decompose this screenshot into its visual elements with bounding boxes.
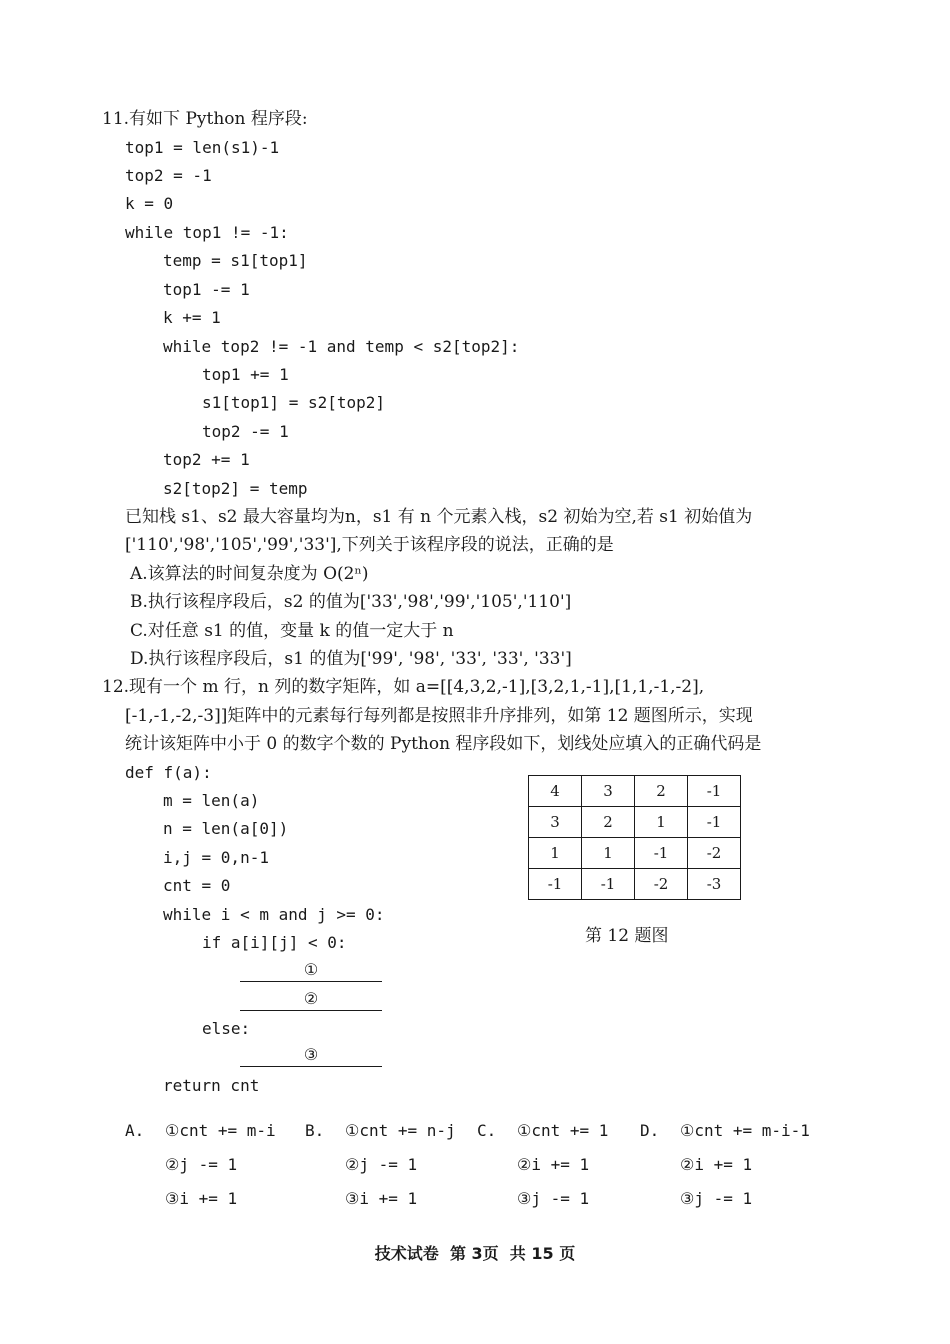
q11-option-c: C.对任意 s1 的值，变量 k 的值一定大于 n xyxy=(130,621,454,641)
code-line: top2 -= 1 xyxy=(202,422,289,441)
q12-option-a-line: ②j -= 1 xyxy=(165,1155,238,1174)
q12-option-c-letter: C. xyxy=(477,1121,497,1140)
q12-option-c-line: ③j -= 1 xyxy=(517,1189,590,1208)
code-line: while top1 != -1: xyxy=(125,223,289,242)
matrix-row xyxy=(529,838,741,869)
code-line: cnt = 0 xyxy=(163,876,231,895)
q11-description: ['110','98','105','99','33'],下列关于该程序段的说法，正确的是 xyxy=(125,535,614,555)
code-line: s2[top2] = temp xyxy=(163,479,308,498)
q11-stem: 11.有如下 Python 程序段: xyxy=(102,109,308,129)
matrix-cell: -1 xyxy=(582,869,635,900)
matrix-row xyxy=(529,869,741,900)
q12-stem: 统计该矩阵中小于 0 的数字个数的 Python 程序段如下，划线处应填入的正确代码是 xyxy=(125,734,762,754)
matrix-cell: 1 xyxy=(582,838,635,869)
matrix-cell: 3 xyxy=(582,776,635,807)
code-line: top1 += 1 xyxy=(202,365,289,384)
q11-option-b: B.执行该程序段后，s2 的值为['33','98','99','105','110'] xyxy=(130,592,572,612)
matrix-cell: 4 xyxy=(529,776,582,807)
q12-option-d-letter: D. xyxy=(640,1121,660,1140)
code-line: temp = s1[top1] xyxy=(163,251,308,270)
matrix-row xyxy=(529,776,741,807)
matrix-cell: -1 xyxy=(635,838,688,869)
q11-option-d: D.执行该程序段后，s1 的值为['99', '98', '33', '33', '33'] xyxy=(130,649,572,669)
code-line: k += 1 xyxy=(163,308,221,327)
q12-option-c-line: ①cnt += 1 xyxy=(517,1121,609,1140)
code-line: top2 = -1 xyxy=(125,166,212,185)
matrix-cell: -3 xyxy=(688,869,741,900)
matrix-cell: 1 xyxy=(635,807,688,838)
matrix-cell: -1 xyxy=(529,869,582,900)
matrix-cell: 3 xyxy=(529,807,582,838)
code-line: n = len(a[0]) xyxy=(163,819,289,838)
code-line: else: xyxy=(202,1019,251,1038)
q12-option-c-line: ②i += 1 xyxy=(517,1155,590,1174)
matrix-cell: -1 xyxy=(688,776,741,807)
q12-stem: 12.现有一个 m 行，n 列的数字矩阵，如 a=[[4,3,2,-1],[3,2,1,-1],[1,1,-1,-2], xyxy=(102,677,705,697)
code-line: while i < m and j >= 0: xyxy=(163,905,385,924)
figure-caption: 第 12 题图 xyxy=(585,926,669,946)
blank-2: ② xyxy=(240,988,382,1011)
matrix-row xyxy=(529,807,741,838)
q12-option-d-line: ①cnt += m-i-1 xyxy=(680,1121,810,1140)
code-line: s1[top1] = s2[top2] xyxy=(202,393,386,412)
q12-option-d-line: ③j -= 1 xyxy=(680,1189,753,1208)
code-line: top1 -= 1 xyxy=(163,280,250,299)
code-line: top2 += 1 xyxy=(163,450,250,469)
q12-option-b-letter: B. xyxy=(305,1121,325,1140)
q12-option-b-line: ②j -= 1 xyxy=(345,1155,418,1174)
blank-1: ① xyxy=(240,959,382,982)
q12-option-b-line: ③i += 1 xyxy=(345,1189,418,1208)
code-line: k = 0 xyxy=(125,194,174,213)
matrix-cell: 2 xyxy=(582,807,635,838)
q11-description: 已知栈 s1、s2 最大容量均为n，s1 有 n 个元素入栈，s2 初始为空,若 s1 初始值为 xyxy=(125,507,753,527)
code-line: def f(a): xyxy=(125,763,212,782)
code-line: m = len(a) xyxy=(163,791,260,810)
code-line: i,j = 0,n-1 xyxy=(163,848,269,867)
matrix-cell: 1 xyxy=(529,838,582,869)
blank-3: ③ xyxy=(240,1044,382,1067)
code-line: if a[i][j] < 0: xyxy=(202,933,347,952)
code-line: top1 = len(s1)-1 xyxy=(125,138,280,157)
page-footer: 技术试卷 第 3页 共 15 页 xyxy=(374,1244,576,1263)
q12-option-a-line: ③i += 1 xyxy=(165,1189,238,1208)
code-line: return cnt xyxy=(163,1076,260,1095)
q12-option-b-line: ①cnt += n-j xyxy=(345,1121,456,1140)
q12-option-d-line: ②i += 1 xyxy=(680,1155,753,1174)
q12-stem: [-1,-1,-2,-3]]矩阵中的元素每行每列都是按照非升序排列，如第 12 题图所示，实现 xyxy=(125,706,753,726)
matrix-cell: 2 xyxy=(635,776,688,807)
q12-option-a-line: ①cnt += m-i xyxy=(165,1121,276,1140)
matrix-cell: -2 xyxy=(635,869,688,900)
matrix-cell: -1 xyxy=(688,807,741,838)
q11-option-a: A.该算法的时间复杂度为 O(2ⁿ) xyxy=(130,564,369,584)
q12-option-a-letter: A. xyxy=(125,1121,145,1140)
code-line: while top2 != -1 and temp < s2[top2]: xyxy=(163,337,520,356)
matrix-cell: -2 xyxy=(688,838,741,869)
matrix-figure xyxy=(528,775,741,900)
